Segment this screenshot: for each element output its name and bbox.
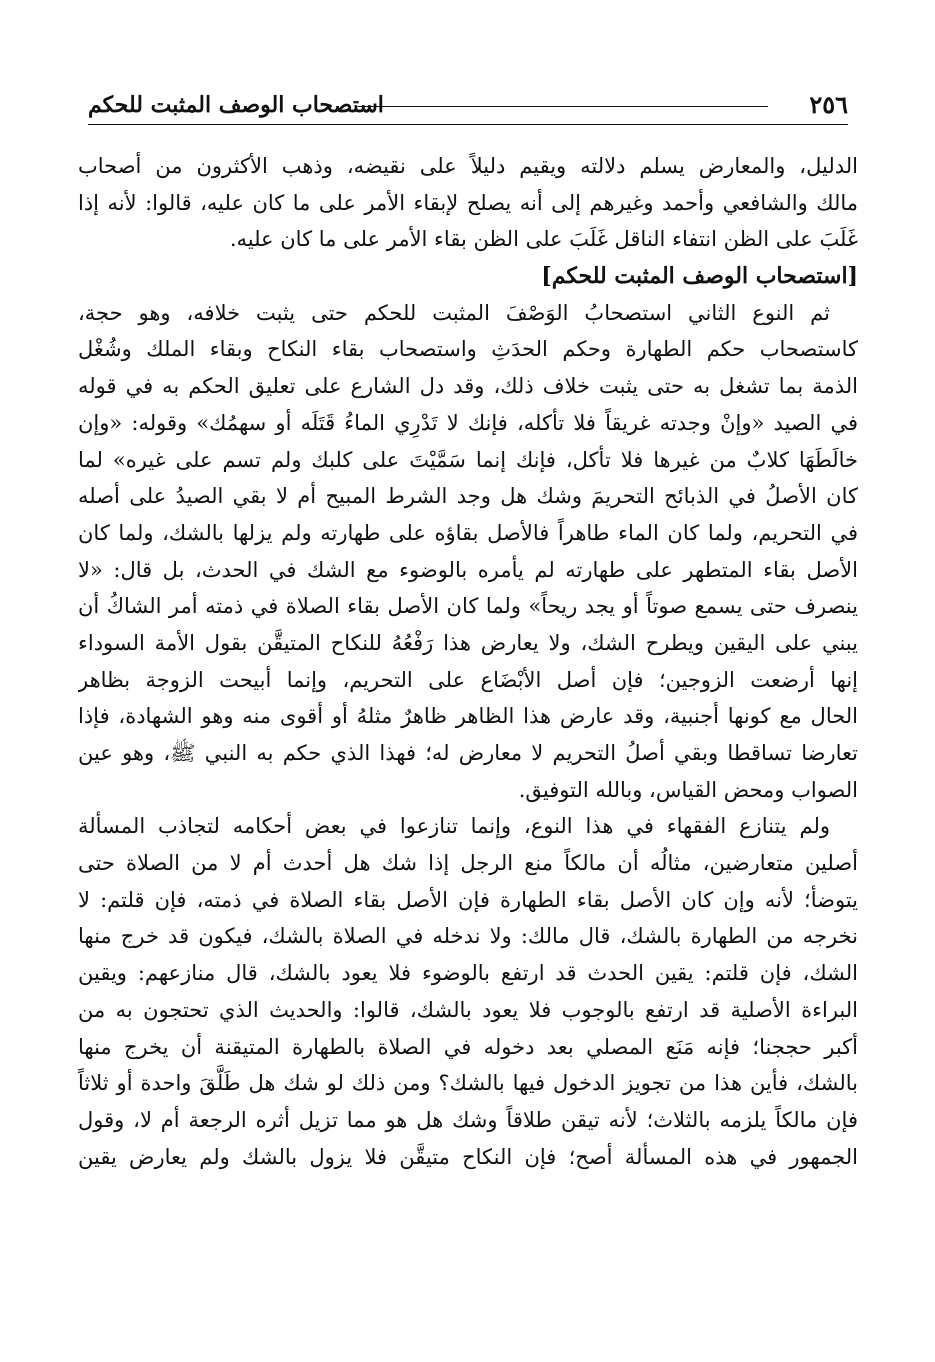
text-line: ينصرف حتى يسمع صوتاً أو يجد ريحاً» ولما كان الأصل بقاء الصلاة في ذمته أمر الشاكُ أن <box>78 594 858 619</box>
body-text <box>78 148 858 1175</box>
text-line: مالك والشافعي وأحمد وغيرهم إلى أنه يصلح لإبقاء الأمر على ما كان عليه، قالوا: لأنه إذا <box>78 190 858 215</box>
text-line: ثم النوع الثاني استصحابُ الوَصْفَ المثبت للحكم حتى يثبت خلافه، وهو حجة، <box>78 300 830 325</box>
text-line: يبني على اليقين ويطرح الشك، ولا يعارض هذا رَفْعُهُ للنكاح المتيقَّن بقول الأمة السوداء <box>78 630 858 655</box>
text-line: نخرجه من الطهارة بالشك، قال مالك: ولا ندخله في الصلاة بالشك، فيكون قد خرج منها <box>78 924 858 949</box>
text-line: في الصيد «وإنْ وجدته غريقاً فلا تأكله، فإنك لا تَدْرِي الماءُ قَتَلَه أو سهمُك» وقوله: «وإن <box>78 410 858 435</box>
text-line: غَلَبَ على الظن انتفاء الناقل غَلَبَ على الظن بقاء الأمر على ما كان عليه. <box>229 227 858 252</box>
text-line: البراءة الأصلية قد ارتفع بالوجوب فلا يعود بالشك، قالوا: والحديث الذي تحتجون به من <box>78 997 858 1022</box>
text-line: أصلين متعارضين، مثالُه أن مالكاً منع الرجل إذا شك هل أحدث أم لا من الصلاة حتى <box>78 851 858 876</box>
text-line: الأصل بقاء المتطهر على طهارته لم يأمره بالوضوء مع الشك في الحدث، بل قال: «لا <box>78 557 858 582</box>
text-line: ولم يتنازع الفقهاء في هذا النوع، وإنما تنازعوا في بعض أحكامه لتجاذب المسألة <box>78 814 830 839</box>
running-title: استصحاب الوصف المثبت للحكم <box>88 92 384 118</box>
header-rule <box>358 106 768 107</box>
text-line: إنها أرضعت الزوجين؛ فإن أصل الأبْضَاع على التحريم، وإنما أبيحت الزوجة بظاهر <box>78 667 858 692</box>
text-line: فإن مالكاً يلزمه بالثلاث؛ لأنه تيقن طلاقاً وشك هل هو مما تزيل أثره الرجعة أم لا، وقول <box>78 1107 858 1132</box>
text-line: يتوضأ؛ لأنه وإن كان الأصل بقاء الطهارة فإن الأصل بقاء الصلاة في ذمته، فإن قلتم: لا <box>78 887 858 912</box>
text-line: الجمهور في هذه المسألة أصح؛ فإن النكاح متيقَّن فلا يزول بالشك ولم يعارض يقين <box>78 1144 858 1169</box>
text-line: الصواب ومحض القياس، وبالله التوفيق. <box>518 777 858 802</box>
header-divider <box>88 124 848 125</box>
running-header <box>88 88 848 128</box>
text-line: الدليل، والمعارض يسلم دلالته ويقيم دليلاً على نقيضه، وذهب الأكثرون من أصحاب <box>78 154 858 178</box>
text-line: كان الأصلُ في الذبائح التحريمَ وشك هل وجد الشرط المبيح أم لا بقي الصيدُ على أصله <box>78 484 858 509</box>
text-line: تعارضا تساقطا وبقي أصلُ التحريم لا معارض له؛ فهذا الذي حكم به النبي ﷺ، وهو عين <box>78 741 858 765</box>
text-line: الذمة بما تشغل به حتى يثبت خلاف ذلك، وقد دل الشارع على تعليق الحكم به في قوله <box>78 374 858 399</box>
text-line: أكبر حججنا؛ فإنه مَنَع المصلي بعد دخوله في الصلاة بالطهارة المتيقنة أن يخرج منها <box>78 1034 858 1059</box>
text-line: كاستصحاب حكم الطهارة وحكم الحدَثِ واستصحاب بقاء النكاح وبقاء الملك وشُغْل <box>78 337 858 362</box>
text-line: الشك، فإن قلتم: يقين الحدث قد ارتفع بالوضوء فلا يعود بالشك، قال منازعهم: ويقين <box>78 961 858 986</box>
text-line: بالشك، فأين هذا من تجويز الدخول فيها بالشك؟ ومن ذلك لو شك هل طَلَّقَ واحدة أو ثلاثاً <box>78 1071 858 1096</box>
text-line: الحال مع كونها أجنبية، وقد عارض هذا الظاهر ظاهرٌ مثلهُ أو أقوى منه وهو الشهادة، فإذا <box>78 704 858 729</box>
page-number: ٢٥٦ <box>809 90 848 119</box>
text-line: في التحريم، ولما كان الماء طاهراً فالأصل بقاؤه على طهارته ولم يزلها بالشك، ولما كان <box>78 520 858 545</box>
text-line: خالَطَهَا كلابٌ من غيرها فلا تأكل، فإنك إنما سَمَّيْتَ على كلبك ولم تسم على غيره» لما <box>78 447 858 472</box>
section-heading: [استصحاب الوصف المثبت للحكم] <box>541 263 858 290</box>
